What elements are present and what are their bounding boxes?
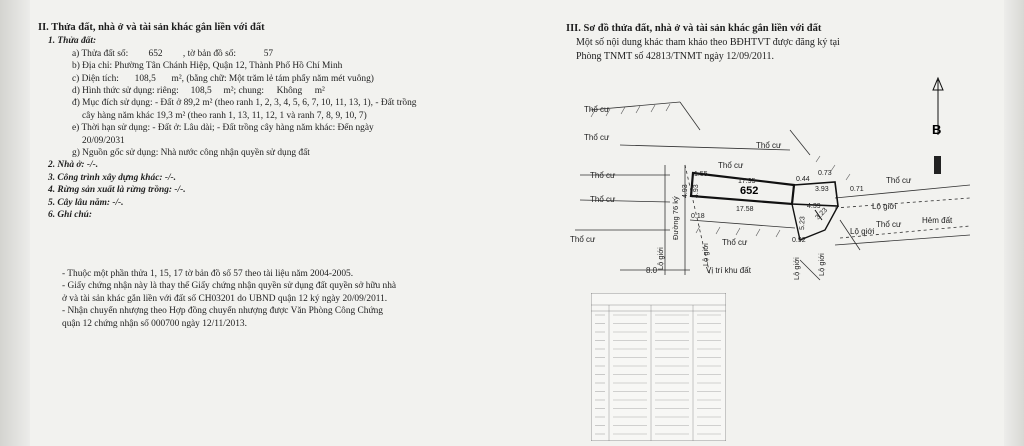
page-edge-right: [1004, 0, 1024, 446]
dimension-label: 0.73: [818, 170, 832, 177]
neighbor-label: Thổ cư: [584, 105, 610, 114]
area-row: [38, 73, 538, 85]
plot-number-value: 652: [148, 48, 163, 59]
dimension-label: 5.23: [799, 216, 807, 231]
section-iii: [566, 22, 1006, 64]
north-label: B: [932, 122, 942, 137]
dimension-label: 0.44: [796, 176, 810, 183]
notes-heading: 6. Ghi chú:: [48, 210, 93, 221]
usage-shared-unit: m²: [314, 86, 325, 97]
dimension-label: 4.39: [807, 203, 821, 210]
reference-line-2: Phòng TNMT số 42813/TNMT ngày 12/09/2011.: [576, 51, 774, 62]
perennial-row: 5. Cây lâu năm: -/-.: [48, 197, 124, 208]
area-label: c) Diện tích:: [72, 73, 119, 84]
boundary-line: [680, 102, 700, 130]
note-line: quận 12 chứng nhận số 000700 ngày 12/11/2013.: [62, 318, 247, 329]
purpose-row-2: cây hàng năm khác 19,3 m² (theo ranh 1, 13, 11, 12, 1 và ranh 7, 8, 9, 10, 7): [82, 110, 367, 121]
neighbor-label: Thổ cư: [570, 235, 596, 244]
term-row-1: e) Thời hạn sử dụng: - Đất ở: Lâu dài; - Đất trồng cây hàng năm khác: Đến ngày: [72, 123, 374, 134]
other-works-row: 3. Công trình xây dựng khác: -/-.: [48, 172, 177, 183]
north-marker: [934, 156, 941, 174]
reference-line-1: Một số nội dung khác tham khảo theo BĐHTVT được đăng ký tại: [576, 37, 840, 48]
lane-edge: [835, 235, 970, 245]
boundary-line: [790, 130, 810, 155]
term-row-2: 20/09/2031: [82, 135, 125, 146]
setback-label: Lộ giới: [701, 243, 710, 266]
dimension-label: 0.92: [792, 237, 806, 244]
neighbor-label: Thổ cư: [584, 133, 610, 142]
dimension-label: 0.18: [691, 213, 705, 220]
neighbor-label: Thổ cư: [886, 176, 912, 185]
neighbor-label: Thổ cư: [756, 141, 782, 150]
map-sheet-value: 57: [263, 48, 274, 59]
note-line: - Giấy chứng nhận này là thay thế Giấy chứng nhận quyền sử dụng đất quyền sở hữu nhà: [62, 281, 397, 292]
neighbor-label: Thổ cư: [876, 220, 902, 229]
dimension-label: 4.93: [693, 184, 700, 198]
parcel-number-label: 652: [740, 185, 759, 197]
note-line: ở và tài sản khác gắn liền với đất số CH03201 do UBND quận 12 ký ngày 20/09/2011.: [62, 293, 388, 304]
plot-number-label: a) Thửa đất số:: [72, 48, 129, 59]
note-line: - Nhận chuyển nhượng theo Hợp đồng chuyển nhượng được Văn Phòng Công Chứng: [62, 306, 383, 317]
setback-label: Lộ giới: [817, 253, 826, 276]
setback-label: Lộ giới: [792, 257, 801, 280]
boundary-line: [690, 220, 795, 228]
section-ii-heading: II. Thửa đất, nhà ở và tài sản khác gắn liền với đất: [38, 22, 265, 33]
area-value: 108,5: [134, 73, 156, 84]
dimension-label: 17.58: [736, 206, 754, 213]
section-iii-heading: III. Sơ đồ thửa đất, nhà ở và tài sản khác gắn liền với đất: [566, 23, 822, 34]
forest-row: 4. Rừng sản xuất là rừng trồng: -/-.: [48, 185, 186, 196]
dimension-label: 3.93: [815, 186, 829, 193]
area-words: m², (bằng chữ: Một trăm lẻ tám phẩy năm mét vuông): [171, 73, 374, 84]
neighbor-label: Thổ cư: [722, 238, 748, 247]
lane-setback: [835, 198, 970, 208]
usage-shared-value: Không: [276, 86, 303, 97]
dimension-label: 4.93: [682, 184, 689, 198]
usage-form-label: d) Hình thức sử dụng: riêng:: [72, 86, 179, 97]
setback-label: Lộ giới: [872, 202, 897, 211]
coordinate-table: [591, 293, 726, 441]
plot-number-row: [38, 48, 538, 60]
usage-form-row: [38, 85, 538, 97]
dimension-label: 17.95: [738, 178, 756, 185]
dimension-label: 0.71: [850, 186, 864, 193]
dimension-label: 3.23: [814, 206, 830, 222]
note-line: - Thuộc một phần thửa 1, 15, 17 tờ bản đồ số 57 theo tài liệu năm 2004-2005.: [62, 269, 354, 279]
usage-shared-label: m²; chung:: [223, 86, 265, 97]
section-ii: [38, 22, 538, 222]
neighbor-label: Thổ cư: [590, 171, 616, 180]
land-plot-diagram: [560, 70, 1000, 290]
neighbor-label: Thổ cư: [590, 195, 616, 204]
usage-private-value: 108,5: [190, 86, 212, 97]
page-edge-left: [0, 0, 30, 446]
notes-block: [62, 268, 502, 330]
road-name-label: Đường 76 ký: [671, 196, 680, 240]
map-sheet-label: , tờ bản đồ số:: [182, 48, 237, 59]
setback-label: Lộ giới: [656, 247, 665, 270]
lane-label: Hẻm đất: [922, 216, 953, 225]
location-label: Vị trí khu đất: [706, 266, 751, 275]
address-row: b) Địa chỉ: Phường Tân Chánh Hiệp, Quận 12, Thành Phố Hồ Chí Minh: [72, 61, 343, 72]
land-plot-heading: 1. Thửa đất:: [48, 36, 97, 47]
road-width-label: 8.0: [646, 266, 658, 275]
setback-label: Lộ giới: [850, 227, 875, 236]
purpose-row-1: đ) Mục đích sử dụng: - Đất ở 89,2 m² (theo ranh 1, 2, 3, 4, 5, 6, 7, 10, 11, 13, 1), - Đất trồng: [72, 98, 417, 109]
origin-row: g) Nguồn gốc sử dụng: Nhà nước công nhận quyền sử dụng đất: [72, 148, 310, 159]
dimension-label: 1.55: [694, 171, 708, 178]
neighbor-label: Thổ cư: [718, 161, 744, 170]
house-row: 2. Nhà ở: -/-.: [48, 160, 99, 171]
